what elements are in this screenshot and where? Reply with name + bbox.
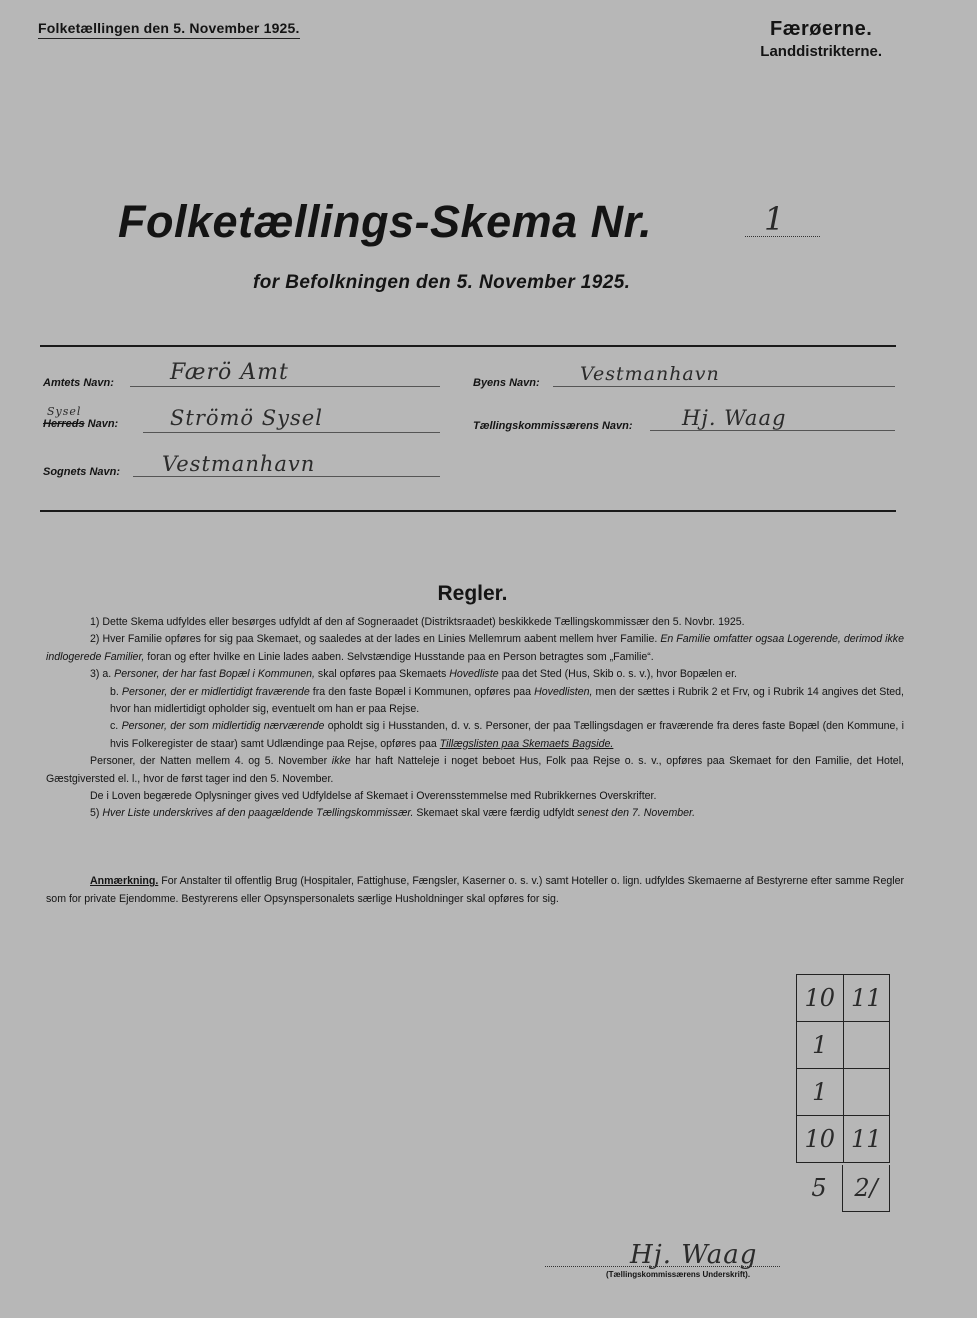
amt-line [130,386,440,387]
country-label: Færøerne. [769,18,873,40]
tally-cell: 10 [797,975,844,1022]
herred-label [43,405,143,430]
note-label: Anmærkning. [90,875,159,887]
form-subtitle: for Befolkningen den 5. November 1925. [253,272,631,293]
rule-3b-text: fra den faste Bopæl i Kommunen, opføres paa [309,685,535,698]
rules-list [46,614,904,823]
tally-sum-left: 5 [811,1174,827,1202]
district-label: Landdistrikterne. [760,43,882,60]
rule-3c-text: opholdt sig i Husstanden, d. v. s. Personer, der paa Tællingsdagen er fraværende fra deres faste Bopæl (den Kommune, i hvis Folkeregister de staar) samt Udlændinge paa Rejse, opføres paa [110,720,904,750]
note-paragraph [46,872,904,908]
census-header-left: Folketællingen den 5. November 1925. [38,20,300,39]
by-line [553,386,895,387]
rule-5-italic-2: senest den 7. November. [577,807,696,820]
tally-sum-row [796,1165,892,1211]
rule-2 [46,631,904,666]
note-text: For Anstalter til offentlig Brug (Hospitaler, Fattighuse, Fængsler, Kaserner o. s. v.) samt Hoteller o. lign. udfyldes Skemaerne af Bestyrerne efter samme Regler som for private Ejendomme. Bestyrerens eller Opsynspersonalets særlige Husholdninger skal opføres for sig. [46,875,904,905]
rule-1: 1) Dette Skema udfyldes eller besørges udfyldt af den af Sogneraadet (Distriktsraadet) beskikkede Tællingskommissær den 5. Novbr. 1925. [90,616,745,628]
rule-3a [46,666,904,683]
header-right [760,18,882,60]
rule-3a-italic: Personer, der har fast Bopæl i Kommunen, [114,668,315,681]
rule-2-italic: En Familie omfatter ogsaa Logerende, derimod ikke indlogerede Familier, [46,633,904,663]
tally-cell: 11 [843,1116,890,1163]
tally-table [796,974,890,1163]
rule-3b [46,684,904,719]
tally-cell: 1 [797,1069,844,1116]
rule-5 [46,805,904,822]
kommissaer-line [650,430,895,431]
top-divider [40,345,896,347]
amt-label: Amtets Navn: [43,377,114,389]
tally-cell: 11 [843,975,890,1022]
tally-cell: 10 [797,1116,844,1163]
rule-5-text: Skemaet skal være færdig udfyldt [413,807,578,820]
rules-title: Regler. [437,582,508,605]
sogn-line [133,476,440,477]
form-number: 1 [764,200,785,238]
rule-3b-num: b. [110,685,122,698]
tally-cell: 1 [797,1022,844,1069]
sogn-label: Sognets Navn: [43,466,121,478]
rule-4: De i Loven begærede Oplysninger gives ved Udfyldelse af Skemaet i Overensstemmelse med Rubrikkernes Overskrifter. [90,790,657,803]
herred-value: Strömö Sysel [170,406,323,430]
rule-3d-text-end: har haft Natteleje i noget beboet Hus, Folk paa Rejse o. s. v., opføres paa Skemaet for den Familie, det Hotel, Gæstgiversted el. l., hvor de først tager ind den 5. November. [46,755,904,785]
rule-3c [46,718,904,753]
herred-label-hand: Sysel [47,405,82,418]
rule-2-text: 2) Hver Familie opføres for sig paa Skemaet, og saaledes at der lades en Linies Mellemrum aabent mellem hver Familie. [90,633,658,646]
rule-3c-italic-2: Tillægslisten paa Skemaets Bagside. [439,737,614,750]
kommissaer-value: Hj. Waag [682,406,787,430]
rule-2-text-end: foran og efter hvilke en Linie lades aaben. Selvstændige Husstande paa en Person betragtes som „Familie“. [144,650,654,663]
rule-3b-text-end: men der sættes i Rubrik 2 et Frv, og i Rubrik 14 angives det Sted, hvor han midlertidigt opholder sig, eventuelt om han er paa Rejse. [110,685,905,716]
rule-3a-italic-2: Hovedliste [449,668,499,681]
amt-value: Færö Amt [170,360,289,385]
bottom-divider [40,510,896,512]
rule-3a-text-end: paa det Sted (Hus, Skib o. s. v.), hvor Bopælen er. [498,668,737,681]
tally-row [797,1022,890,1069]
signature-handwriting: Hj. Waag [630,1240,758,1270]
by-label: Byens Navn: [473,377,540,389]
form-title: Folketællings-Skema Nr. [118,196,653,247]
rule-3c-num: c. [110,720,122,733]
herred-label-struck: Herreds [43,418,85,430]
tally-row [797,975,890,1022]
rule-3a-num: 3) a. [90,668,115,681]
signature-caption: (Tællingskommissærens Underskrift). [606,1270,751,1279]
tally-cell [843,1022,890,1069]
tally-row [797,1069,890,1116]
rule-5-italic: Hver Liste underskrives af den paagældende Tællingskommissær. [102,807,414,820]
tally-sum-right: 2/ [842,1165,890,1212]
rule-3b-italic: Personer, der er midlertidigt fraværende [121,685,310,698]
rule-3b-italic-2: Hovedlisten, [534,685,593,698]
tally-cell [843,1069,890,1116]
kommissaer-label: Tællingskommissærens Navn: [473,420,633,432]
herred-label-rest: Navn: [84,418,119,430]
annotation-note [46,872,904,908]
tally-row [797,1116,890,1163]
rule-3c-italic: Personer, der som midlertidig nærværende [121,720,325,733]
rule-3d [46,753,904,788]
rule-5-num: 5) [90,807,103,820]
by-value: Vestmanhavn [580,363,720,385]
sogn-value: Vestmanhavn [162,452,316,476]
herred-line [143,432,440,433]
rule-3d-italic: ikke [331,755,351,768]
rule-3d-text: Personer, der Natten mellem 4. og 5. November [90,755,332,768]
rule-3a-text: skal opføres paa Skemaets [314,668,450,681]
